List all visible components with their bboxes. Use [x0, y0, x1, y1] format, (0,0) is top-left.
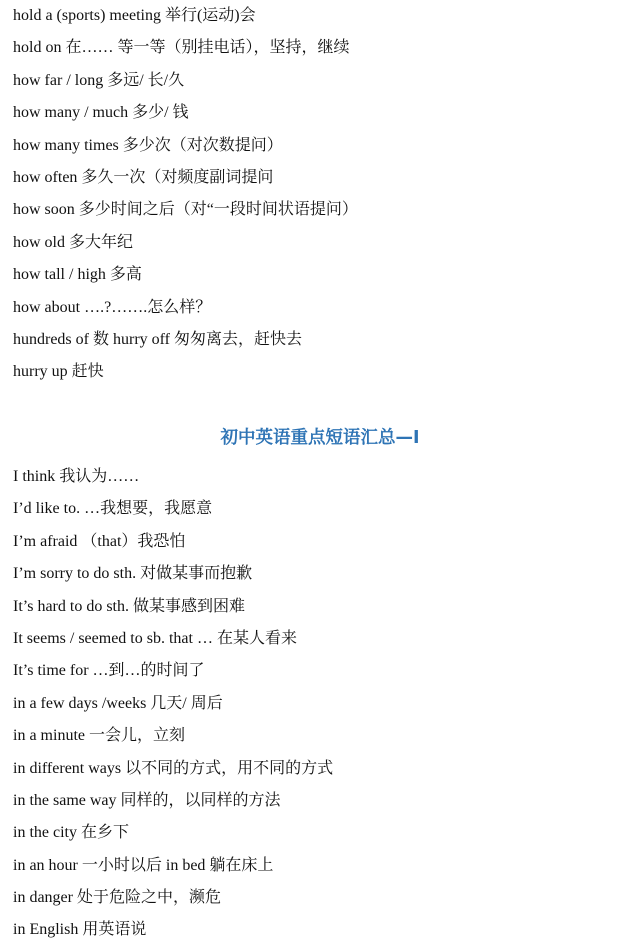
- list-item: in the same way 同样的，以同样的方法: [13, 791, 281, 809]
- list-item: It’s time for …到…的时间了: [13, 662, 205, 680]
- list-item: in the city 在乡下: [13, 824, 129, 842]
- list-item: hold a (sports) meeting 举行(运动)会: [13, 7, 256, 24]
- list-item: I think 我认为……: [13, 468, 140, 485]
- list-item: in a few days /weeks 几天/ 周后: [13, 694, 223, 712]
- list-item: how many / much 多少/ 钱: [13, 104, 189, 122]
- list-item: how soon 多少时间之后（对“一段时间状语提问）: [13, 201, 358, 219]
- phrase-list-h: [13, 0, 358, 389]
- list-item: in a minute 一会儿，立刻: [13, 727, 185, 745]
- list-item: I’m afraid （that）我恐怕: [13, 532, 186, 550]
- list-item: in danger 处于危险之中，濒危: [13, 889, 221, 907]
- list-item: It’s hard to do sth. 做某事感到困难: [13, 597, 245, 615]
- list-item: in an hour 一小时以后 in bed 躺在床上: [13, 856, 274, 874]
- list-item: I’d like to. …我想要，我愿意: [13, 500, 213, 518]
- list-item: how often 多久一次（对频度副词提问: [13, 168, 274, 186]
- list-item: hurry up 赶快: [13, 363, 104, 381]
- list-item: hold on 在…… 等一等（别挂电话），坚持，继续: [13, 39, 350, 57]
- section-title: 初中英语重点短语汇总—I: [220, 428, 420, 448]
- list-item: how tall / high 多高: [13, 266, 142, 284]
- list-item: how about ….?…….怎么样？: [13, 298, 212, 316]
- list-item: I’m sorry to do sth. 对做某事而抱歉: [13, 565, 253, 583]
- list-item: in English 用英语说: [13, 921, 147, 939]
- list-item: It seems / seemed to sb. that … 在某人看来: [13, 629, 297, 647]
- list-item: how many times 多少次（对次数提问）: [13, 136, 283, 154]
- list-item: hundreds of 数 hurry off 匆匆离去，赶快去: [13, 330, 303, 348]
- list-item: how far / long 多远/ 长/久: [13, 71, 185, 89]
- list-item: in different ways 以不同的方式，用不同的方式: [13, 759, 334, 777]
- list-item: how old 多大年纪: [13, 233, 134, 251]
- phrase-list-i: [13, 461, 333, 947]
